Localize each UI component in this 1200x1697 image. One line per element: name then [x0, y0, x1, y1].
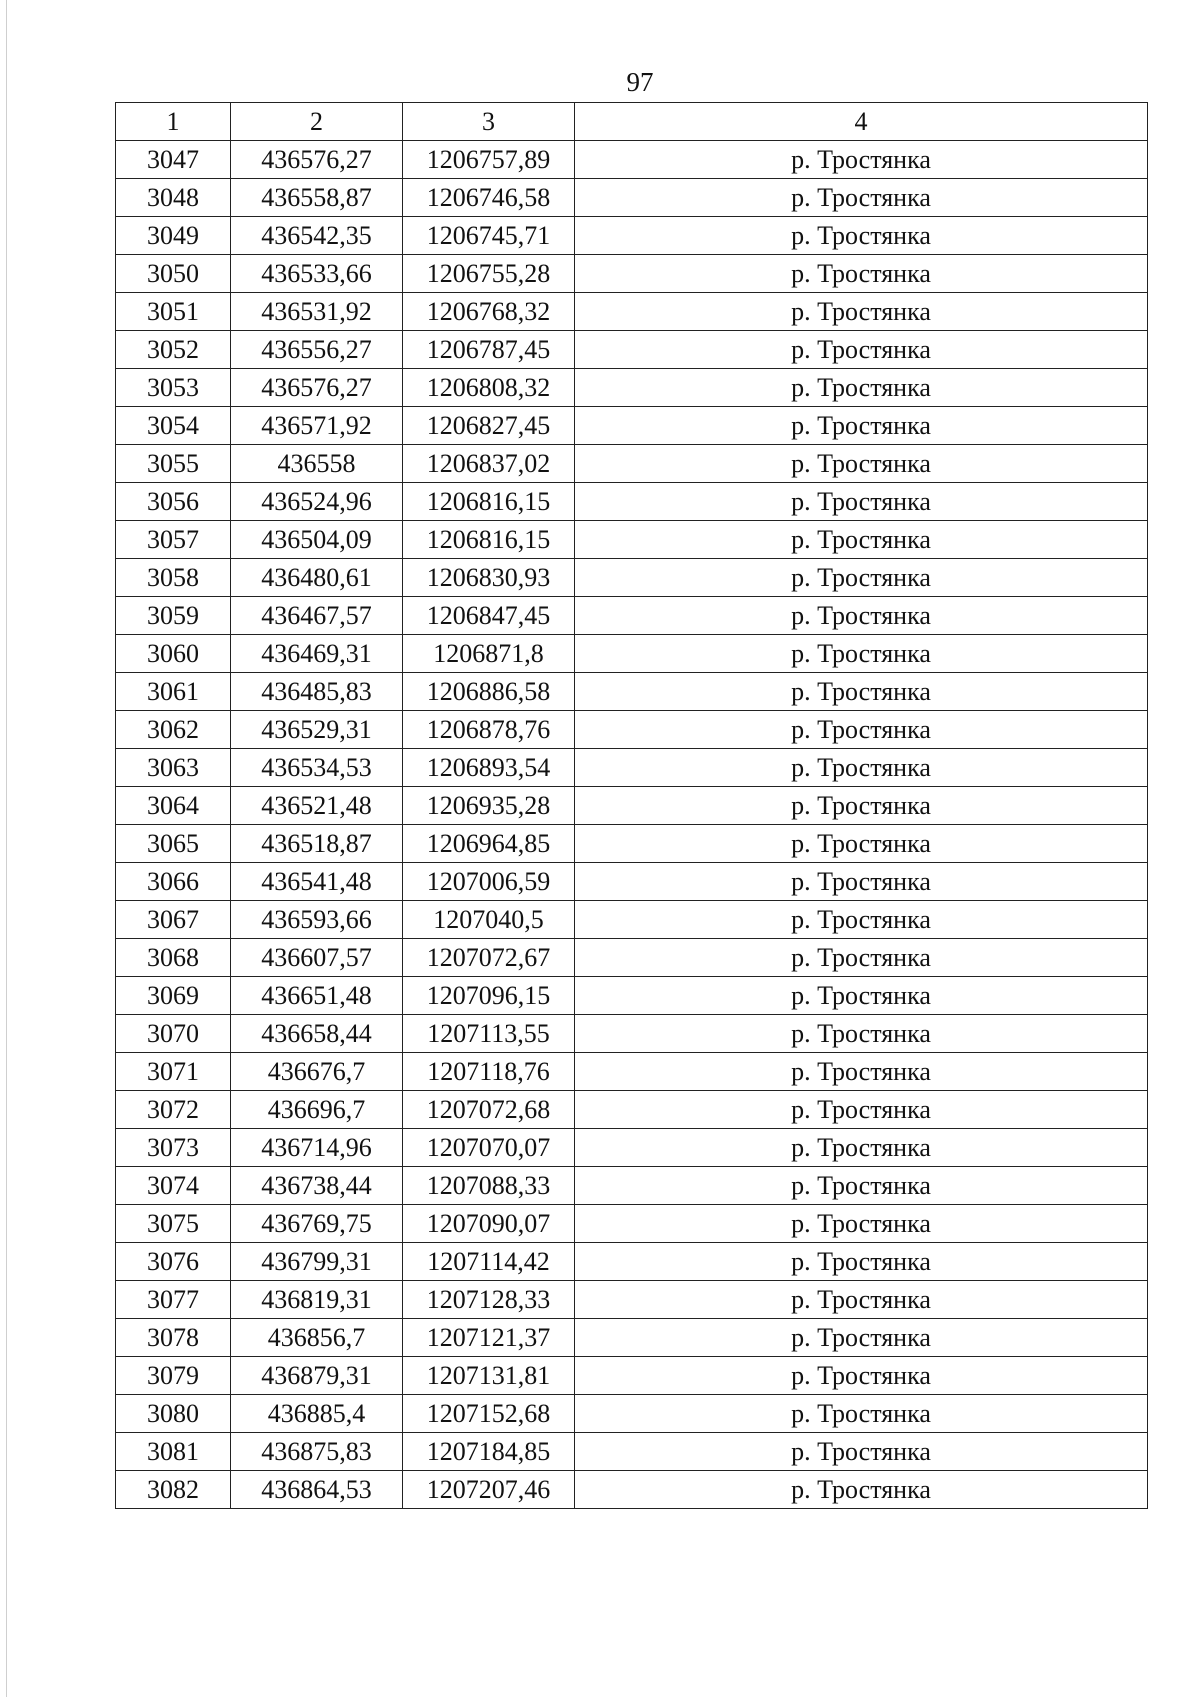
- table-row: [116, 749, 1148, 787]
- point-number-cell: 3051: [116, 293, 231, 331]
- table-row: [116, 445, 1148, 483]
- y-coordinate-cell: 1206827,45: [403, 407, 575, 445]
- y-coordinate-cell: 1206964,85: [403, 825, 575, 863]
- y-coordinate-cell: 1206787,45: [403, 331, 575, 369]
- x-coordinate-cell: 436593,66: [231, 901, 403, 939]
- x-coordinate-cell: 436504,09: [231, 521, 403, 559]
- x-coordinate-cell: 436651,48: [231, 977, 403, 1015]
- x-coordinate-cell: 436533,66: [231, 255, 403, 293]
- x-coordinate-cell: 436521,48: [231, 787, 403, 825]
- name-cell: р. Тростянка: [575, 559, 1148, 597]
- name-cell: р. Тростянка: [575, 255, 1148, 293]
- name-cell: р. Тростянка: [575, 369, 1148, 407]
- point-number-cell: 3060: [116, 635, 231, 673]
- table-row: [116, 673, 1148, 711]
- name-cell: р. Тростянка: [575, 787, 1148, 825]
- table-row: [116, 825, 1148, 863]
- table-row: [116, 1129, 1148, 1167]
- point-number-cell: 3077: [116, 1281, 231, 1319]
- x-coordinate-cell: 436799,31: [231, 1243, 403, 1281]
- x-coordinate-cell: 436676,7: [231, 1053, 403, 1091]
- point-number-cell: 3052: [116, 331, 231, 369]
- name-cell: р. Тростянка: [575, 1167, 1148, 1205]
- x-coordinate-cell: 436696,7: [231, 1091, 403, 1129]
- y-coordinate-cell: 1207088,33: [403, 1167, 575, 1205]
- name-cell: р. Тростянка: [575, 825, 1148, 863]
- point-number-cell: 3063: [116, 749, 231, 787]
- y-coordinate-cell: 1207072,67: [403, 939, 575, 977]
- table-row: [116, 863, 1148, 901]
- y-coordinate-cell: 1207131,81: [403, 1357, 575, 1395]
- name-cell: р. Тростянка: [575, 711, 1148, 749]
- name-cell: р. Тростянка: [575, 863, 1148, 901]
- x-coordinate-cell: 436558,87: [231, 179, 403, 217]
- x-coordinate-cell: 436534,53: [231, 749, 403, 787]
- table-row: [116, 331, 1148, 369]
- point-number-cell: 3080: [116, 1395, 231, 1433]
- point-number-cell: 3075: [116, 1205, 231, 1243]
- y-coordinate-cell: 1207096,15: [403, 977, 575, 1015]
- point-number-cell: 3070: [116, 1015, 231, 1053]
- table-row: [116, 939, 1148, 977]
- y-coordinate-cell: 1206816,15: [403, 521, 575, 559]
- table-row: [116, 521, 1148, 559]
- x-coordinate-cell: 436738,44: [231, 1167, 403, 1205]
- name-cell: р. Тростянка: [575, 483, 1148, 521]
- x-coordinate-cell: 436558: [231, 445, 403, 483]
- table-row: [116, 787, 1148, 825]
- name-cell: р. Тростянка: [575, 597, 1148, 635]
- name-cell: р. Тростянка: [575, 977, 1148, 1015]
- table-row: [116, 635, 1148, 673]
- name-cell: р. Тростянка: [575, 1015, 1148, 1053]
- y-coordinate-cell: 1207090,07: [403, 1205, 575, 1243]
- x-coordinate-cell: 436714,96: [231, 1129, 403, 1167]
- page-number: 97: [626, 67, 654, 97]
- x-coordinate-cell: 436885,4: [231, 1395, 403, 1433]
- y-coordinate-cell: 1206768,32: [403, 293, 575, 331]
- point-number-cell: 3061: [116, 673, 231, 711]
- y-coordinate-cell: 1207207,46: [403, 1471, 575, 1509]
- point-number-cell: 3050: [116, 255, 231, 293]
- point-number-cell: 3058: [116, 559, 231, 597]
- name-cell: р. Тростянка: [575, 407, 1148, 445]
- table-row: [116, 1205, 1148, 1243]
- table-row: [116, 293, 1148, 331]
- name-cell: р. Тростянка: [575, 293, 1148, 331]
- point-number-cell: 3079: [116, 1357, 231, 1395]
- x-coordinate-cell: 436485,83: [231, 673, 403, 711]
- point-number-cell: 3069: [116, 977, 231, 1015]
- table-row: [116, 369, 1148, 407]
- table-row: [116, 711, 1148, 749]
- name-cell: р. Тростянка: [575, 749, 1148, 787]
- name-cell: р. Тростянка: [575, 1243, 1148, 1281]
- x-coordinate-cell: 436542,35: [231, 217, 403, 255]
- y-coordinate-cell: 1206935,28: [403, 787, 575, 825]
- point-number-cell: 3066: [116, 863, 231, 901]
- table-row: [116, 1053, 1148, 1091]
- y-coordinate-cell: 1207072,68: [403, 1091, 575, 1129]
- x-coordinate-cell: 436469,31: [231, 635, 403, 673]
- point-number-cell: 3057: [116, 521, 231, 559]
- point-number-cell: 3049: [116, 217, 231, 255]
- y-coordinate-cell: 1207152,68: [403, 1395, 575, 1433]
- name-cell: р. Тростянка: [575, 1319, 1148, 1357]
- y-coordinate-cell: 1207070,07: [403, 1129, 575, 1167]
- x-coordinate-cell: 436856,7: [231, 1319, 403, 1357]
- x-coordinate-cell: 436576,27: [231, 141, 403, 179]
- table-row: [116, 255, 1148, 293]
- table-row: [116, 901, 1148, 939]
- y-coordinate-cell: 1206745,71: [403, 217, 575, 255]
- y-coordinate-cell: 1207040,5: [403, 901, 575, 939]
- point-number-cell: 3048: [116, 179, 231, 217]
- table-row: [116, 597, 1148, 635]
- x-coordinate-cell: 436467,57: [231, 597, 403, 635]
- y-coordinate-cell: 1206878,76: [403, 711, 575, 749]
- coordinates-table: [115, 102, 1148, 1509]
- x-coordinate-cell: 436658,44: [231, 1015, 403, 1053]
- y-coordinate-cell: 1207184,85: [403, 1433, 575, 1471]
- table-body: [116, 141, 1148, 1509]
- table-row: [116, 1243, 1148, 1281]
- name-cell: р. Тростянка: [575, 635, 1148, 673]
- column-header-3: 3: [403, 103, 575, 141]
- x-coordinate-cell: 436864,53: [231, 1471, 403, 1509]
- y-coordinate-cell: 1207121,37: [403, 1319, 575, 1357]
- name-cell: р. Тростянка: [575, 331, 1148, 369]
- name-cell: р. Тростянка: [575, 1205, 1148, 1243]
- name-cell: р. Тростянка: [575, 1091, 1148, 1129]
- x-coordinate-cell: 436607,57: [231, 939, 403, 977]
- y-coordinate-cell: 1206816,15: [403, 483, 575, 521]
- x-coordinate-cell: 436529,31: [231, 711, 403, 749]
- y-coordinate-cell: 1206757,89: [403, 141, 575, 179]
- x-coordinate-cell: 436879,31: [231, 1357, 403, 1395]
- point-number-cell: 3082: [116, 1471, 231, 1509]
- table-row: [116, 1281, 1148, 1319]
- x-coordinate-cell: 436531,92: [231, 293, 403, 331]
- name-cell: р. Тростянка: [575, 1395, 1148, 1433]
- name-cell: р. Тростянка: [575, 1053, 1148, 1091]
- name-cell: р. Тростянка: [575, 445, 1148, 483]
- point-number-cell: 3054: [116, 407, 231, 445]
- name-cell: р. Тростянка: [575, 1471, 1148, 1509]
- x-coordinate-cell: 436541,48: [231, 863, 403, 901]
- y-coordinate-cell: 1206847,45: [403, 597, 575, 635]
- y-coordinate-cell: 1206893,54: [403, 749, 575, 787]
- table-header-row: [116, 103, 1148, 141]
- point-number-cell: 3064: [116, 787, 231, 825]
- name-cell: р. Тростянка: [575, 1433, 1148, 1471]
- y-coordinate-cell: 1206830,93: [403, 559, 575, 597]
- y-coordinate-cell: 1206871,8: [403, 635, 575, 673]
- y-coordinate-cell: 1207113,55: [403, 1015, 575, 1053]
- table-row: [116, 1357, 1148, 1395]
- table-row: [116, 407, 1148, 445]
- x-coordinate-cell: 436875,83: [231, 1433, 403, 1471]
- point-number-cell: 3062: [116, 711, 231, 749]
- point-number-cell: 3047: [116, 141, 231, 179]
- y-coordinate-cell: 1206837,02: [403, 445, 575, 483]
- point-number-cell: 3078: [116, 1319, 231, 1357]
- point-number-cell: 3081: [116, 1433, 231, 1471]
- point-number-cell: 3072: [116, 1091, 231, 1129]
- x-coordinate-cell: 436819,31: [231, 1281, 403, 1319]
- table-row: [116, 1319, 1148, 1357]
- point-number-cell: 3073: [116, 1129, 231, 1167]
- point-number-cell: 3067: [116, 901, 231, 939]
- y-coordinate-cell: 1206746,58: [403, 179, 575, 217]
- table-row: [116, 1167, 1148, 1205]
- table-row: [116, 1395, 1148, 1433]
- name-cell: р. Тростянка: [575, 521, 1148, 559]
- y-coordinate-cell: 1207128,33: [403, 1281, 575, 1319]
- scan-edge-line: [6, 0, 7, 1697]
- column-header-1: 1: [116, 103, 231, 141]
- table-row: [116, 141, 1148, 179]
- name-cell: р. Тростянка: [575, 141, 1148, 179]
- x-coordinate-cell: 436518,87: [231, 825, 403, 863]
- point-number-cell: 3071: [116, 1053, 231, 1091]
- y-coordinate-cell: 1206886,58: [403, 673, 575, 711]
- name-cell: р. Тростянка: [575, 673, 1148, 711]
- table-row: [116, 977, 1148, 1015]
- y-coordinate-cell: 1207118,76: [403, 1053, 575, 1091]
- point-number-cell: 3059: [116, 597, 231, 635]
- point-number-cell: 3053: [116, 369, 231, 407]
- table-row: [116, 483, 1148, 521]
- x-coordinate-cell: 436769,75: [231, 1205, 403, 1243]
- y-coordinate-cell: 1207006,59: [403, 863, 575, 901]
- column-header-2: 2: [231, 103, 403, 141]
- table-row: [116, 1091, 1148, 1129]
- x-coordinate-cell: 436571,92: [231, 407, 403, 445]
- name-cell: р. Тростянка: [575, 179, 1148, 217]
- table-row: [116, 1015, 1148, 1053]
- name-cell: р. Тростянка: [575, 217, 1148, 255]
- table-row: [116, 1433, 1148, 1471]
- name-cell: р. Тростянка: [575, 1129, 1148, 1167]
- table-row: [116, 559, 1148, 597]
- point-number-cell: 3068: [116, 939, 231, 977]
- point-number-cell: 3074: [116, 1167, 231, 1205]
- x-coordinate-cell: 436524,96: [231, 483, 403, 521]
- x-coordinate-cell: 436480,61: [231, 559, 403, 597]
- name-cell: р. Тростянка: [575, 1357, 1148, 1395]
- column-header-4: 4: [575, 103, 1148, 141]
- table-row: [116, 179, 1148, 217]
- point-number-cell: 3056: [116, 483, 231, 521]
- name-cell: р. Тростянка: [575, 901, 1148, 939]
- y-coordinate-cell: 1206755,28: [403, 255, 575, 293]
- point-number-cell: 3055: [116, 445, 231, 483]
- x-coordinate-cell: 436556,27: [231, 331, 403, 369]
- name-cell: р. Тростянка: [575, 939, 1148, 977]
- name-cell: р. Тростянка: [575, 1281, 1148, 1319]
- point-number-cell: 3076: [116, 1243, 231, 1281]
- point-number-cell: 3065: [116, 825, 231, 863]
- x-coordinate-cell: 436576,27: [231, 369, 403, 407]
- table-row: [116, 1471, 1148, 1509]
- y-coordinate-cell: 1206808,32: [403, 369, 575, 407]
- y-coordinate-cell: 1207114,42: [403, 1243, 575, 1281]
- table-row: [116, 217, 1148, 255]
